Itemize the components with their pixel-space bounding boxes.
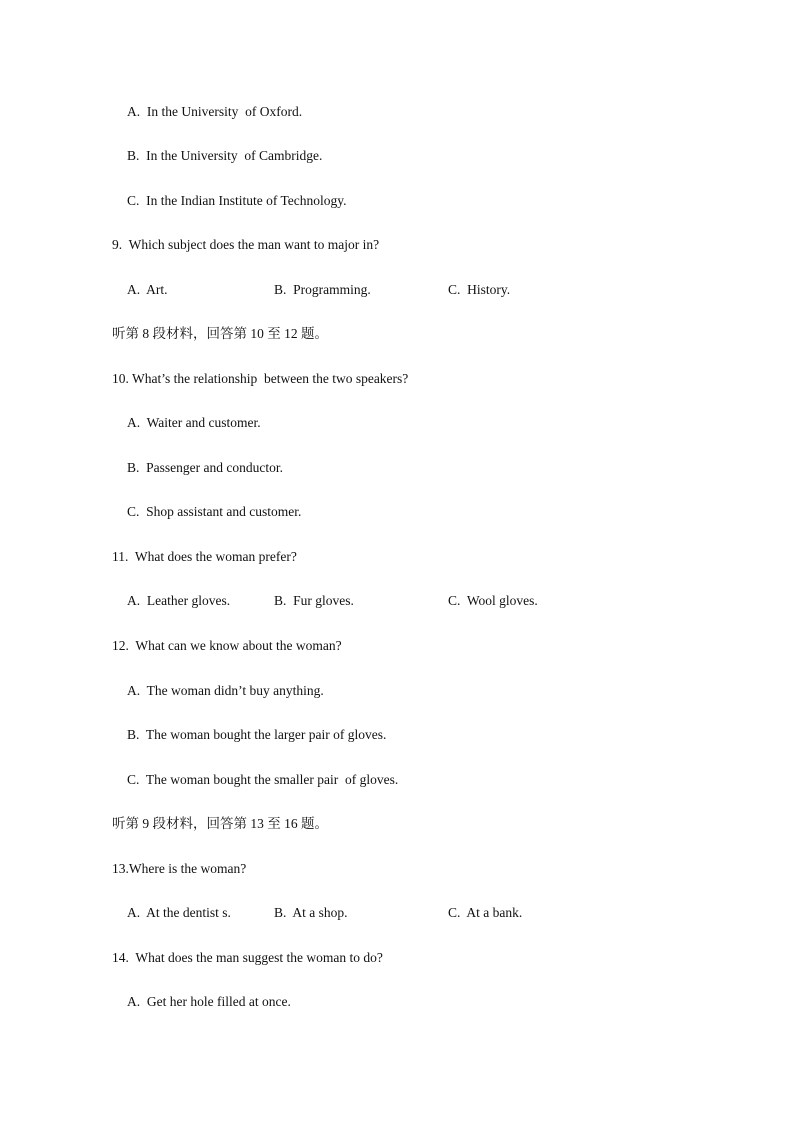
- option-11c: C. Wool gloves.: [448, 593, 538, 608]
- question-11: 11. What does the woman prefer?: [112, 549, 297, 564]
- option-10a: A. Waiter and customer.: [127, 415, 261, 430]
- option-8b: B. In the University of Cambridge.: [127, 148, 323, 163]
- section-heading-9: 听第 9 段材料，回答第 13 至 16 题。: [112, 816, 328, 831]
- option-8a: A. In the University of Oxford.: [127, 104, 303, 119]
- option-11a: A. Leather gloves.: [127, 593, 231, 608]
- option-8c: C. In the Indian Institute of Technology.: [127, 193, 347, 208]
- option-13b: B. At a shop.: [274, 905, 348, 920]
- option-14a: A. Get her hole filled at once.: [127, 994, 291, 1009]
- question-12: 12. What can we know about the woman?: [112, 638, 342, 653]
- option-13a: A. At the dentist s.: [127, 905, 231, 920]
- option-13c: C. At a bank.: [448, 905, 523, 920]
- option-9a: A. Art.: [127, 282, 168, 297]
- option-12c: C. The woman bought the smaller pair of gloves.: [127, 772, 399, 787]
- option-9b: B. Programming.: [274, 282, 371, 297]
- option-12a: A. The woman didn’t buy anything.: [127, 683, 324, 698]
- option-10b: B. Passenger and conductor.: [127, 460, 283, 475]
- option-9c: C. History.: [448, 282, 511, 297]
- option-12b: B. The woman bought the larger pair of gloves.: [127, 727, 387, 742]
- question-14: 14. What does the man suggest the woman to do?: [112, 950, 383, 965]
- question-9: 9. Which subject does the man want to major in?: [112, 237, 380, 252]
- option-10c: C. Shop assistant and customer.: [127, 504, 302, 519]
- question-10: 10. What’s the relationship between the two speakers?: [112, 371, 409, 386]
- section-heading-8: 听第 8 段材料，回答第 10 至 12 题。: [112, 326, 328, 341]
- question-13: 13.Where is the woman?: [112, 861, 247, 876]
- option-11b: B. Fur gloves.: [274, 593, 354, 608]
